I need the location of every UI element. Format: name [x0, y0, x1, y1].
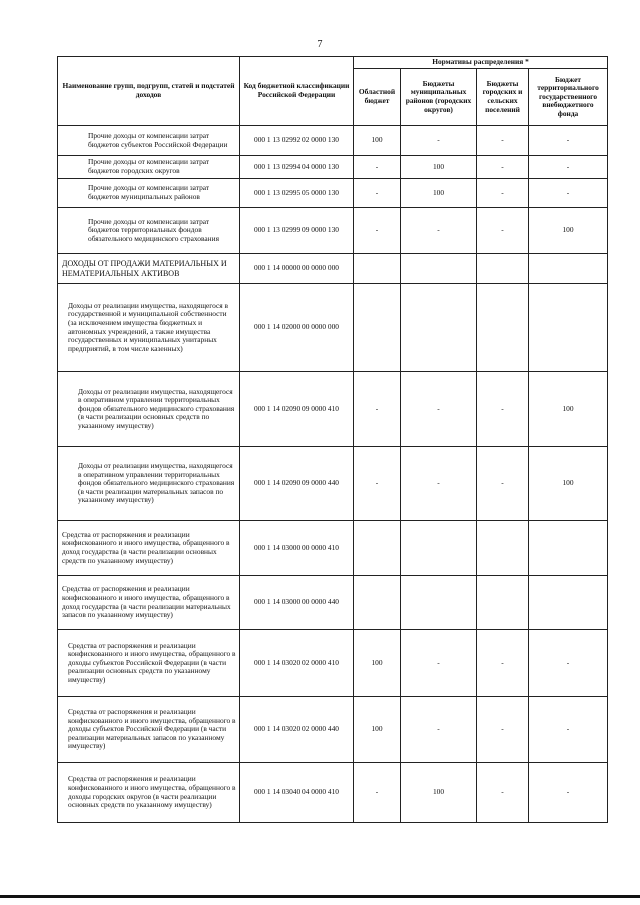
row-tfund: -	[529, 697, 608, 763]
row-code: 000 1 14 02090 09 0000 410	[240, 372, 354, 447]
scan-bottom-edge	[0, 895, 640, 898]
row-municipal	[401, 284, 477, 372]
table-row	[58, 126, 608, 156]
row-municipal: 100	[401, 179, 477, 208]
row-tfund	[529, 284, 608, 372]
row-tfund: -	[529, 179, 608, 208]
row-name: Прочие доходы от компенсации затрат бюджетов субъектов Российской Федерации	[58, 126, 240, 156]
page-number: 7	[317, 39, 323, 50]
header-settlements: Бюджеты городских и сельских поселений	[477, 69, 529, 126]
table-row	[58, 372, 608, 447]
header-tfund: Бюджет территориального государственного внебюджетного фонда	[529, 69, 608, 126]
header-municipal: Бюджеты муниципальных районов (городских округов)	[401, 69, 477, 126]
row-tfund	[529, 521, 608, 576]
table-row	[58, 254, 608, 284]
row-tfund: 100	[529, 447, 608, 521]
row-municipal: -	[401, 208, 477, 254]
row-municipal: -	[401, 630, 477, 697]
table-row	[58, 179, 608, 208]
row-settlements	[477, 254, 529, 284]
table-row	[58, 630, 608, 697]
row-code: 000 1 13 02999 09 0000 130	[240, 208, 354, 254]
row-code: 000 1 14 03000 00 0000 440	[240, 576, 354, 630]
row-municipal: 100	[401, 763, 477, 823]
row-settlements: -	[477, 697, 529, 763]
row-tfund: -	[529, 126, 608, 156]
row-code: 000 1 14 03000 00 0000 410	[240, 521, 354, 576]
header-regional: Областной бюджет	[354, 69, 401, 126]
row-settlements	[477, 521, 529, 576]
row-regional: 100	[354, 630, 401, 697]
row-code: 000 1 14 02000 00 0000 000	[240, 284, 354, 372]
row-regional: 100	[354, 126, 401, 156]
row-code: 000 1 14 03020 02 0000 410	[240, 630, 354, 697]
row-name: Средства от распоряжения и реализации конфискованного и иного имущества, обращенного в доходы городских округов (в части реализации основных средств по указанному имуществу)	[58, 763, 240, 823]
row-settlements: -	[477, 630, 529, 697]
row-regional	[354, 254, 401, 284]
table-row	[58, 763, 608, 823]
row-code: 000 1 14 03020 02 0000 440	[240, 697, 354, 763]
row-municipal: -	[401, 697, 477, 763]
row-regional: -	[354, 179, 401, 208]
row-regional: -	[354, 763, 401, 823]
table-row	[58, 284, 608, 372]
row-code: 000 1 13 02992 02 0000 130	[240, 126, 354, 156]
row-regional: -	[354, 208, 401, 254]
row-regional	[354, 284, 401, 372]
row-settlements	[477, 576, 529, 630]
row-regional: -	[354, 447, 401, 521]
row-tfund: -	[529, 763, 608, 823]
row-municipal: -	[401, 372, 477, 447]
row-regional: 100	[354, 697, 401, 763]
row-municipal: -	[401, 126, 477, 156]
row-name: Доходы от реализации имущества, находящегося в оперативном управлении территориальных фондов обязательного медицинского страхования (в части реализации материальных запасов по указанному имуществу)	[58, 447, 240, 521]
row-code: 000 1 13 02994 04 0000 130	[240, 156, 354, 179]
row-name: Прочие доходы от компенсации затрат бюджетов территориальных фондов обязательного медицинского страхования	[58, 208, 240, 254]
table-row	[58, 521, 608, 576]
row-municipal	[401, 576, 477, 630]
row-code: 000 1 14 00000 00 0000 000	[240, 254, 354, 284]
row-name: Средства от распоряжения и реализации конфискованного и иного имущества, обращенного в доход государства (в части реализации основных средств по указанному имуществу)	[58, 521, 240, 576]
row-regional	[354, 576, 401, 630]
row-settlements: -	[477, 447, 529, 521]
row-code: 000 1 13 02995 05 0000 130	[240, 179, 354, 208]
row-regional: -	[354, 372, 401, 447]
row-regional: -	[354, 156, 401, 179]
row-municipal: -	[401, 447, 477, 521]
header-norms: Нормативы распределения *	[354, 57, 608, 69]
row-tfund: -	[529, 630, 608, 697]
row-settlements: -	[477, 372, 529, 447]
row-code: 000 1 14 02090 09 0000 440	[240, 447, 354, 521]
header-name: Наименование групп, подгрупп, статей и подстатей доходов	[58, 57, 240, 126]
revenue-distribution-table	[57, 56, 608, 823]
row-municipal	[401, 521, 477, 576]
row-name: ДОХОДЫ ОТ ПРОДАЖИ МАТЕРИАЛЬНЫХ И НЕМАТЕРИАЛЬНЫХ АКТИВОВ	[58, 254, 240, 284]
row-tfund	[529, 254, 608, 284]
row-settlements: -	[477, 126, 529, 156]
row-municipal	[401, 254, 477, 284]
row-tfund: 100	[529, 372, 608, 447]
row-name: Доходы от реализации имущества, находящегося в оперативном управлении территориальных фондов обязательного медицинского страхования (в части реализации основных средств по указанному имуществу)	[58, 372, 240, 447]
table-row	[58, 156, 608, 179]
row-code: 000 1 14 03040 04 0000 410	[240, 763, 354, 823]
row-regional	[354, 521, 401, 576]
row-name: Средства от распоряжения и реализации конфискованного и иного имущества, обращенного в доходы субъектов Российской Федерации (в части реализации материальных запасов по указанному имуществу)	[58, 697, 240, 763]
row-name: Средства от распоряжения и реализации конфискованного и иного имущества, обращенного в доход государства (в части реализации материальных запасов по указанному имуществу)	[58, 576, 240, 630]
row-settlements	[477, 284, 529, 372]
table-row	[58, 208, 608, 254]
table-row	[58, 576, 608, 630]
row-tfund: -	[529, 156, 608, 179]
row-name: Прочие доходы от компенсации затрат бюджетов городских округов	[58, 156, 240, 179]
row-name: Средства от распоряжения и реализации конфискованного и иного имущества, обращенного в доходы субъектов Российской Федерации (в части реализации основных средств по указанному имуществу)	[58, 630, 240, 697]
row-settlements: -	[477, 208, 529, 254]
row-settlements: -	[477, 179, 529, 208]
row-name: Доходы от реализации имущества, находящегося в государственной и муниципальной собственности (за исключением имущества бюджетных и автономных учреждений, а также имущества государственных и муниципальных унитарных предприятий, в том числе казенных)	[58, 284, 240, 372]
table-row	[58, 447, 608, 521]
row-settlements: -	[477, 156, 529, 179]
row-tfund: 100	[529, 208, 608, 254]
row-settlements: -	[477, 763, 529, 823]
table-row	[58, 697, 608, 763]
header-code: Код бюджетной классификации Российской Федерации	[240, 57, 354, 126]
row-name: Прочие доходы от компенсации затрат бюджетов муниципальных районов	[58, 179, 240, 208]
row-tfund	[529, 576, 608, 630]
row-municipal: 100	[401, 156, 477, 179]
